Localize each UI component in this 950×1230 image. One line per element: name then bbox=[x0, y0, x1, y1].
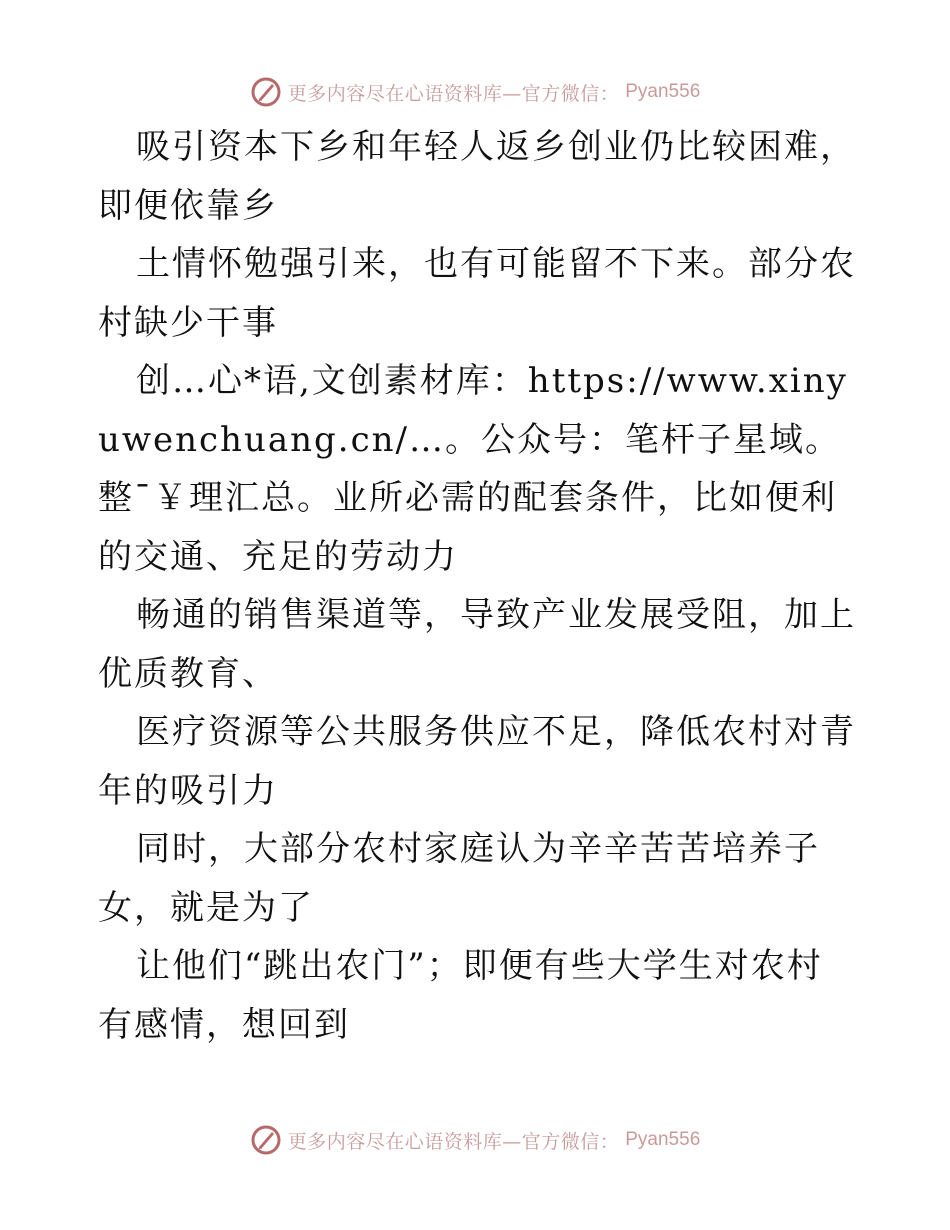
header-watermark-text: 更多内容尽在心语资料库—官方微信： bbox=[287, 82, 620, 105]
footer-watermark-wechat: Pyan556 bbox=[625, 1129, 701, 1150]
quill-pen-circle-icon bbox=[250, 1124, 282, 1156]
paragraph: 医疗资源等公共服务供应不足，降低农村对青年的吸引力 bbox=[98, 712, 856, 811]
paragraph: 畅通的销售渠道等，导致产业发展受阻，加上优质教育、 bbox=[98, 595, 856, 694]
paragraph: 同时，大部分农村家庭认为辛辛苦苦培养子女，就是为了 bbox=[98, 829, 820, 928]
header-watermark bbox=[0, 72, 950, 112]
paragraph: 土情怀勉强引来，也有可能留不下来。部分农村缺少干事 bbox=[98, 244, 856, 343]
footer-watermark-text: 更多内容尽在心语资料库—官方微信： bbox=[287, 1130, 620, 1153]
paragraph: 让他们“跳出农门”；即便有些大学生对农村有感情，想回到 bbox=[98, 946, 823, 1045]
footer-watermark bbox=[0, 1120, 950, 1160]
paragraph: 吸引资本下乡和年轻人返乡创业仍比较困难，即便依靠乡 bbox=[98, 127, 856, 226]
quill-pen-circle-icon bbox=[250, 76, 282, 108]
header-watermark-wechat: Pyan556 bbox=[625, 81, 701, 102]
paragraph: 创…心*语,文创素材库：https://www.xinyuwenchuang.cn/…。公众号：笔杆子星域。整¯￥理汇总。业所必需的配套条件，比如便利的交通、充足的劳动力 bbox=[98, 361, 848, 577]
document-body bbox=[98, 118, 858, 1054]
